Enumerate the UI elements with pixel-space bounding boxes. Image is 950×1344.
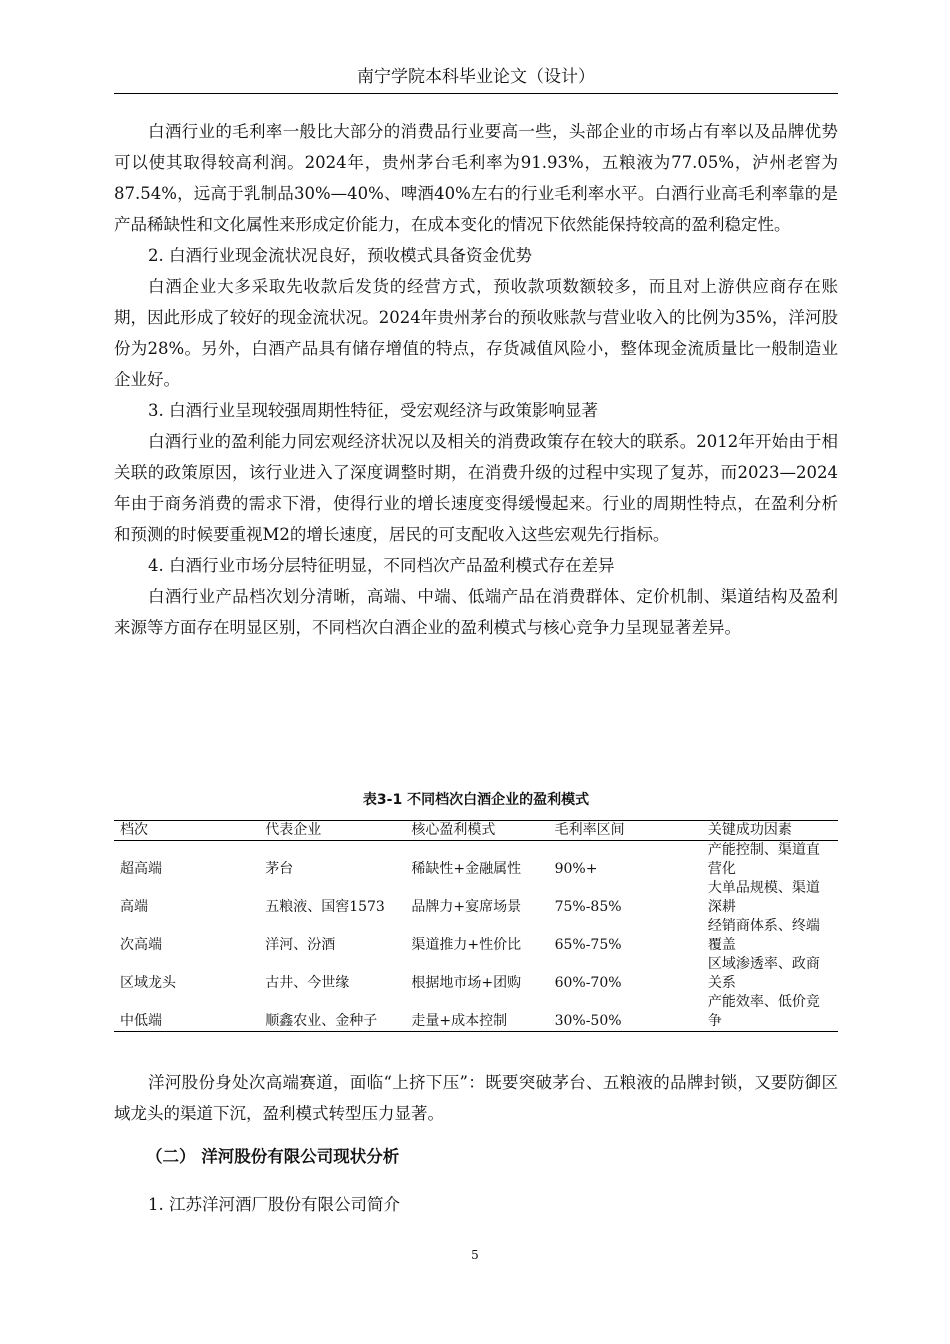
cell-tier: 高端: [120, 899, 148, 915]
cell-tier: 超高端: [120, 861, 162, 877]
cell-companies: 五粮液、国窖1573: [265, 899, 385, 915]
table-row: [114, 841, 838, 880]
cell-margin: 75%-85%: [554, 899, 622, 915]
cell-model: 根据地市场+团购: [411, 975, 522, 991]
table-row: [114, 993, 838, 1032]
cell-factors: 大单品规模、渠道深耕: [707, 880, 820, 915]
cell-tier: 中低端: [114, 993, 259, 1032]
page-number: 5: [471, 1248, 479, 1262]
cell-model: 稀缺性+金融属性: [411, 861, 522, 877]
after-table-text: [114, 1067, 838, 1129]
paragraph: 白酒行业的毛利率一般比大部分的消费品行业要高一些，头部企业的市场占有率以及品牌优势可以使其取得较高利润。2024年，贵州茅台毛利率为91.93%，五粮液为77.05%，泸州老窖为87.54%，远高于乳制品30%—40%、啤酒40%左右的行业毛利率水平。白酒行业高毛利率靠的是产品稀缺性和文化属性来形成定价能力，在成本变化的情况下依然能保持较高的盈利稳定性。: [114, 122, 838, 234]
section-heading: （二） 洋河股份有限公司现状分析: [146, 1147, 400, 1166]
cell-model: 渠道推力+性价比: [411, 937, 522, 953]
body-text: [114, 116, 838, 643]
cell-factors: 区域渗透率、政商关系: [707, 956, 820, 991]
cell-tier: 次高端: [120, 937, 162, 953]
cell-factors: 经销商体系、终端覆盖: [707, 918, 820, 953]
table-row: [114, 955, 838, 993]
paragraph: 白酒行业产品档次划分清晰，高端、中端、低端产品在消费群体、定价机制、渠道结构及盈利来源等方面存在明显区别，不同档次白酒企业的盈利模式与核心竞争力呈现显著差异。: [114, 587, 838, 637]
item-heading: 2. 白酒行业现金流状况良好，预收模式具备资金优势: [148, 246, 532, 265]
header-factors: 关键成功因素: [702, 821, 838, 841]
header-companies: 代表企业: [259, 821, 405, 841]
cell-model: 走量+成本控制: [405, 993, 548, 1032]
profit-model-table: [114, 820, 838, 1032]
page-header: 南宁学院本科毕业论文（设计）: [357, 67, 595, 87]
table-row: [114, 879, 838, 917]
paragraph: 白酒企业大多采取先收款后发货的经营方式，预收款项数额较多，而且对上游供应商存在账期，因此形成了较好的现金流状况。2024年贵州茅台的预收账款与营业收入的比例为35%，洋河股份为28%。另外，白酒产品具有储存增值的特点，存货减值风险小，整体现金流质量比一般制造业企业好。: [114, 277, 838, 389]
cell-tier: 区域龙头: [120, 975, 176, 991]
header-margin: 毛利率区间: [549, 821, 702, 841]
header-rule: [114, 93, 838, 94]
item-heading: 3. 白酒行业呈现较强周期性特征，受宏观经济与政策影响显著: [148, 401, 598, 420]
cell-margin: 90%+: [554, 861, 598, 877]
cell-companies: 顺鑫农业、金种子: [259, 993, 405, 1032]
cell-margin: 65%-75%: [554, 937, 622, 953]
header-model: 核心盈利模式: [405, 821, 548, 841]
table-title: 表3-1 不同档次白酒企业的盈利模式: [362, 792, 590, 808]
paragraph: 白酒行业的盈利能力同宏观经济状况以及相关的消费政策存在较大的联系。2012年开始由于相关联的政策原因，该行业进入了深度调整时期，在消费升级的过程中实现了复苏，而2023—2024年由于商务消费的需求下滑，使得行业的增长速度变得缓慢起来。行业的周期性特点，在盈利分析和预测的时候要重视M2的增长速度，居民的可支配收入这些宏观先行指标。: [114, 432, 838, 544]
table-header-row: [114, 821, 838, 841]
cell-margin: 30%-50%: [549, 993, 702, 1032]
cell-companies: 古井、今世缘: [265, 975, 350, 991]
header-tier: 档次: [114, 821, 259, 841]
table-row: [114, 917, 838, 955]
cell-factors: 产能效率、低价竞争: [702, 993, 838, 1032]
item-heading: 4. 白酒行业市场分层特征明显，不同档次产品盈利模式存在差异: [148, 556, 615, 575]
cell-companies: 茅台: [265, 861, 294, 877]
paragraph: 洋河股份身处次高端赛道，面临“上挤下压”：既要突破茅台、五粮液的品牌封锁，又要防御区域龙头的渠道下沉，盈利模式转型压力显著。: [114, 1073, 838, 1123]
cell-factors: 产能控制、渠道直营化: [707, 842, 820, 877]
subheading: 1. 江苏洋河酒厂股份有限公司简介: [148, 1195, 400, 1214]
cell-companies: 洋河、汾酒: [265, 937, 336, 953]
cell-model: 品牌力+宴席场景: [411, 899, 522, 915]
cell-margin: 60%-70%: [554, 975, 622, 991]
